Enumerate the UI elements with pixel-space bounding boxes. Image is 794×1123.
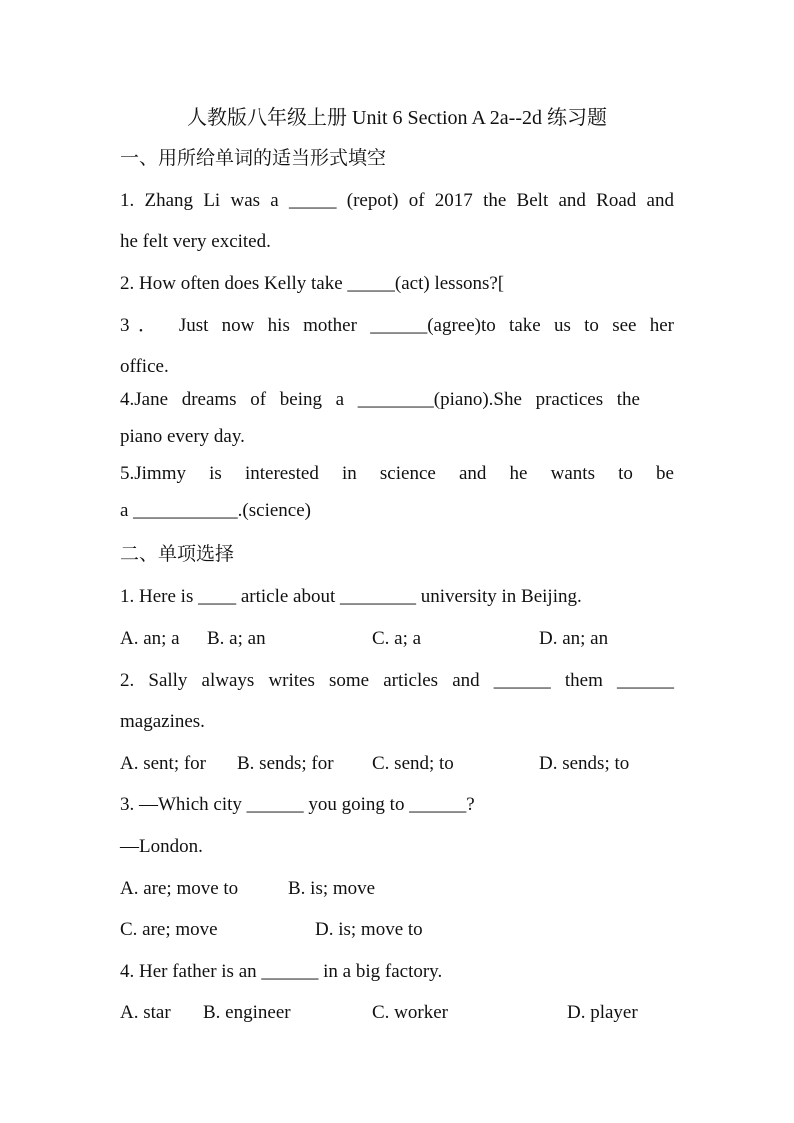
s1-q3-line1: 3． Just now his mother ______(agree)to take us to see her	[120, 315, 674, 336]
s2-q3-option-c: C. are; move	[120, 919, 218, 940]
s2-q2-stem-line2: magazines.	[120, 711, 205, 732]
s2-q2-option-c: C. send; to	[372, 753, 454, 774]
s2-q4-option-d: D. player	[567, 1002, 638, 1023]
s2-q2-stem-line1: 2. Sally always writes some articles and ______ them ______	[120, 670, 674, 691]
s2-q3-option-a: A. are; move to	[120, 878, 239, 899]
s1-q1-line1: 1. Zhang Li was a _____ (repot) of 2017 the Belt and Road and	[120, 190, 674, 211]
s2-q1-option-a: A. an; a	[120, 628, 180, 649]
section2-heading: 二、单项选择	[120, 544, 235, 565]
s2-q3-stem-line2: —London.	[120, 836, 203, 857]
s1-q5-line1: 5.Jimmy is interested in science and he wants to be	[120, 463, 674, 484]
s2-q3-option-b: B. is; move	[288, 878, 376, 899]
s2-q1-stem: 1. Here is ____ article about ________ university in Beijing.	[120, 586, 582, 607]
s2-q4-option-a: A. star	[120, 1002, 171, 1023]
s2-q1-option-d: D. an; an	[539, 628, 609, 649]
s2-q4-option-c: C. worker	[372, 1002, 448, 1023]
s2-q4-option-b: B. engineer	[203, 1002, 291, 1023]
s2-q2-option-b: B. sends; for	[237, 753, 334, 774]
s2-q1-option-c: C. a; a	[372, 628, 422, 649]
s1-q1-line2: he felt very excited.	[120, 231, 271, 252]
s1-q4-line1: 4.Jane dreams of being a ________(piano).She practices the	[120, 389, 640, 410]
s2-q4-stem: 4. Her father is an ______ in a big factory.	[120, 961, 443, 982]
s1-q4-line2: piano every day.	[120, 426, 245, 447]
s2-q3-stem-line1: 3. —Which city ______ you going to ______?	[120, 794, 475, 815]
s2-q1-option-b: B. a; an	[207, 628, 266, 649]
s2-q2-option-d: D. sends; to	[539, 753, 630, 774]
s2-q2-option-a: A. sent; for	[120, 753, 207, 774]
s2-q3-option-d: D. is; move to	[315, 919, 423, 940]
s1-q3-line2: office.	[120, 356, 169, 377]
s1-q5-line2: a ___________.(science)	[120, 500, 311, 521]
s1-q2-line1: 2. How often does Kelly take _____(act) lessons?[	[120, 273, 505, 294]
section1-heading: 一、用所给单词的适当形式填空	[120, 148, 387, 169]
page-title: 人教版八年级上册 Unit 6 Section A 2a--2d 练习题	[187, 107, 607, 129]
